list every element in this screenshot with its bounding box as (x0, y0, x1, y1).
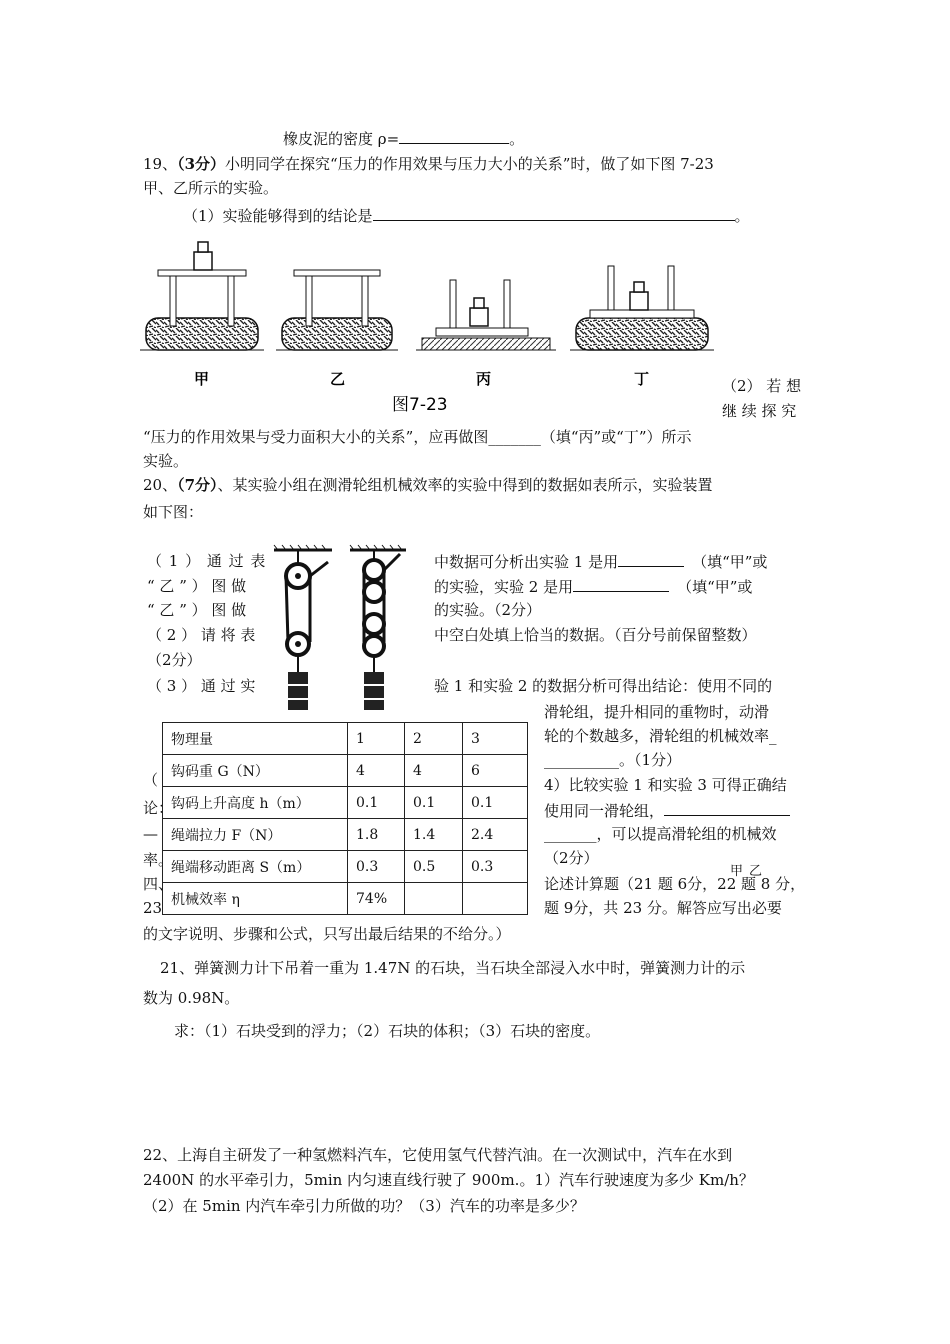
pulley-label-yi: 乙 (749, 864, 763, 879)
q20-part1-b: 中数据可分析出实验 1 是用 (434, 553, 619, 571)
q20-part4-c: _______，可以提高滑轮组的机械效 (544, 825, 777, 843)
q20-text: 、某实验小组在测滑轮组机械效率的实验中得到的数据如表所示，实验装置 (217, 476, 713, 494)
q21-text: 21、弹簧测力计下吊着一重为 1.47N 的石块，当石块全部浸入水中时，弹簧测力计的示 (160, 959, 746, 977)
table-cell: 6 (463, 755, 528, 787)
fig1-caption: 图7-23 (392, 395, 448, 415)
table-cell: 1.8 (348, 819, 405, 851)
table-cell: 1 (348, 723, 405, 755)
q20-part4-line (544, 800, 790, 821)
section4-instructions: 的文字说明、步骤和公式，只写出最后结果的不给分。） (143, 925, 511, 943)
pulley-figure (270, 544, 420, 714)
table-row (163, 883, 528, 915)
q20-part3-c: 滑轮组，提升相同的重物时，动滑 (544, 703, 770, 721)
q20-exp2-blank[interactable] (573, 576, 669, 592)
q21-ask: 求：（1）石块受到的浮力；（2）石块的体积；（3）石块的密度。 (174, 1022, 601, 1040)
table-cell: 0.3 (463, 851, 528, 883)
table-cell: 1.4 (405, 819, 463, 851)
pulley-label-jia: 甲 (730, 864, 744, 879)
efficiency-exp3-cell[interactable] (463, 883, 528, 915)
q20-part4-d: （2分） (544, 849, 599, 867)
table-cell: 3 (463, 723, 528, 755)
table-row (163, 819, 528, 851)
table-cell: 0.5 (405, 851, 463, 883)
q20-part1-d: “ 乙 ” ） 图 做 (147, 577, 247, 595)
q20-part3-d: 轮的个数越多，滑轮组的机械效率_ (544, 727, 777, 745)
q20-part4-a: 4）比较实验 1 和实验 3 可得正确结 (544, 776, 787, 794)
setup-jia (140, 242, 264, 350)
table-cell: 0.1 (463, 787, 528, 819)
pulley-yi (350, 545, 406, 710)
table-row (163, 787, 528, 819)
fig1-label-bing: 丙 (476, 370, 492, 388)
q22-text-cont: 2400N 的水平牵引力，5min 内匀速直线行驶了 900m.。1）汽车行驶速度为多少 Km/h？ (143, 1171, 754, 1189)
q19-part2-b: 继 续 探 究 (722, 402, 797, 420)
q22-ask: （2）在 5min 内汽车牵引力所做的功？（3）汽车的功率是多少？ (143, 1197, 585, 1215)
q20-number: 20、 (143, 476, 178, 494)
side-lv: 率。 (143, 851, 174, 869)
density-text: 橡皮泥的密度 ρ= (283, 130, 400, 148)
table-cell: 绳端移动距离 S（m） (163, 851, 348, 883)
table-cell: 2.4 (463, 819, 528, 851)
fig1-label-ding: 丁 (634, 370, 650, 388)
q19-number: 19、 (143, 155, 178, 173)
table-cell: 物理量 (163, 723, 348, 755)
q19-part1-text: （1）实验能够得到的结论是 (183, 207, 373, 225)
q19-part2-c: “压力的作用效果与受力面积大小的关系”，应再做图_______（填“丙”或“丁”）所示 (143, 428, 692, 446)
q20-part3-a: （ 3 ） 通 过 实 (147, 677, 256, 695)
q19-part2-d: 实验。 (143, 452, 189, 470)
side-23: 23 (143, 899, 163, 917)
density-answer-blank[interactable] (399, 128, 509, 144)
q21-text-cont: 数为 0.98N。 (143, 989, 240, 1007)
q20-part1-f: （填“甲”或 (677, 578, 753, 596)
q19-text: 小明同学在探究“压力的作用效果与压力大小的关系”时，做了如下图 7-23 (225, 155, 714, 173)
section4-heading: 论述计算题（21 题 6分，22 题 8 分， (544, 875, 806, 893)
q19-part1-blank[interactable] (373, 205, 735, 221)
q20-part1-e: 的实验，实验 2 是用 (434, 578, 574, 596)
q20-stem (143, 475, 713, 495)
side-si: 四、 (143, 875, 174, 893)
table-cell: 2 (405, 723, 463, 755)
fig1-label-jia: 甲 (194, 370, 210, 388)
efficiency-exp2-cell[interactable] (405, 883, 463, 915)
table-row (163, 755, 528, 787)
q19-score: （3分） (177, 155, 226, 173)
table-cell: 机械效率 η (163, 883, 348, 915)
q20-part1-g: “ 乙 ” ） 图 做 (147, 601, 247, 619)
table-cell: 钩码重 G（N） (163, 755, 348, 787)
q20-text-cont: 如下图： (143, 503, 204, 521)
q20-part1-a: （ 1 ） 通 过 表 (147, 552, 266, 570)
setup-yi (276, 270, 398, 350)
q20-exp1-blank[interactable] (618, 551, 684, 567)
table-cell: 4 (348, 755, 405, 787)
figure-7-23 (140, 232, 560, 422)
table-cell: 0.1 (348, 787, 405, 819)
side-dash: — (143, 825, 158, 843)
fig1-label-yi: 乙 (330, 370, 346, 388)
q20-part1-c: （填“甲”或 (692, 553, 768, 571)
table-cell: 绳端拉力 F（N） (163, 819, 348, 851)
table-cell: 0.3 (348, 851, 405, 883)
table-cell: 钩码上升高度 h（m） (163, 787, 348, 819)
q20-part1-line1 (434, 551, 767, 572)
setup-bing (416, 280, 556, 350)
q22-text: 22、上海自主研发了一种氢燃料汽车，它使用氢气代替汽油。在一次测试中，汽车在水到 (143, 1146, 733, 1164)
table-cell: 4 (405, 755, 463, 787)
setup-ding (568, 258, 716, 392)
q20-score: （7分） (177, 476, 218, 494)
q20-part3-e: __________。（1分） (544, 751, 682, 769)
side-lun: 论： (143, 799, 174, 817)
q20-part4-blank[interactable] (664, 800, 790, 816)
q20-part2-b: 中空白处填上恰当的数据。（百分号前保留整数） (434, 626, 757, 644)
q19-stem (143, 154, 714, 174)
table-cell: 74% (348, 883, 405, 915)
q20-part1-line2 (434, 576, 752, 597)
q19-text-cont: 甲、乙所示的实验。 (143, 179, 279, 197)
pulley-jia (274, 545, 332, 710)
q20-part4-b: 使用同一滑轮组， (544, 802, 665, 820)
section4-heading-cont: 题 9分，共 23 分。解答应写出必要 (544, 899, 782, 917)
table-cell: 0.1 (405, 787, 463, 819)
table-row (163, 723, 528, 755)
period: 。 (509, 130, 525, 148)
q20-part2-a: （ 2 ） 请 将 表 (147, 626, 256, 644)
q20-part1-h: 的实验。（2分） (434, 601, 542, 619)
period: 。 (734, 207, 750, 225)
q19-part1 (183, 205, 750, 226)
table-row (163, 851, 528, 883)
side-paren: （ (143, 771, 159, 789)
pulley-data-table (162, 722, 528, 915)
q20-part2-c: （2分） (147, 651, 202, 669)
q20-part3-b: 验 1 和实验 2 的数据分析可得出结论：使用不同的 (434, 677, 773, 695)
q19-part2-a: （2） 若 想 (722, 377, 802, 395)
density-line (283, 128, 524, 149)
